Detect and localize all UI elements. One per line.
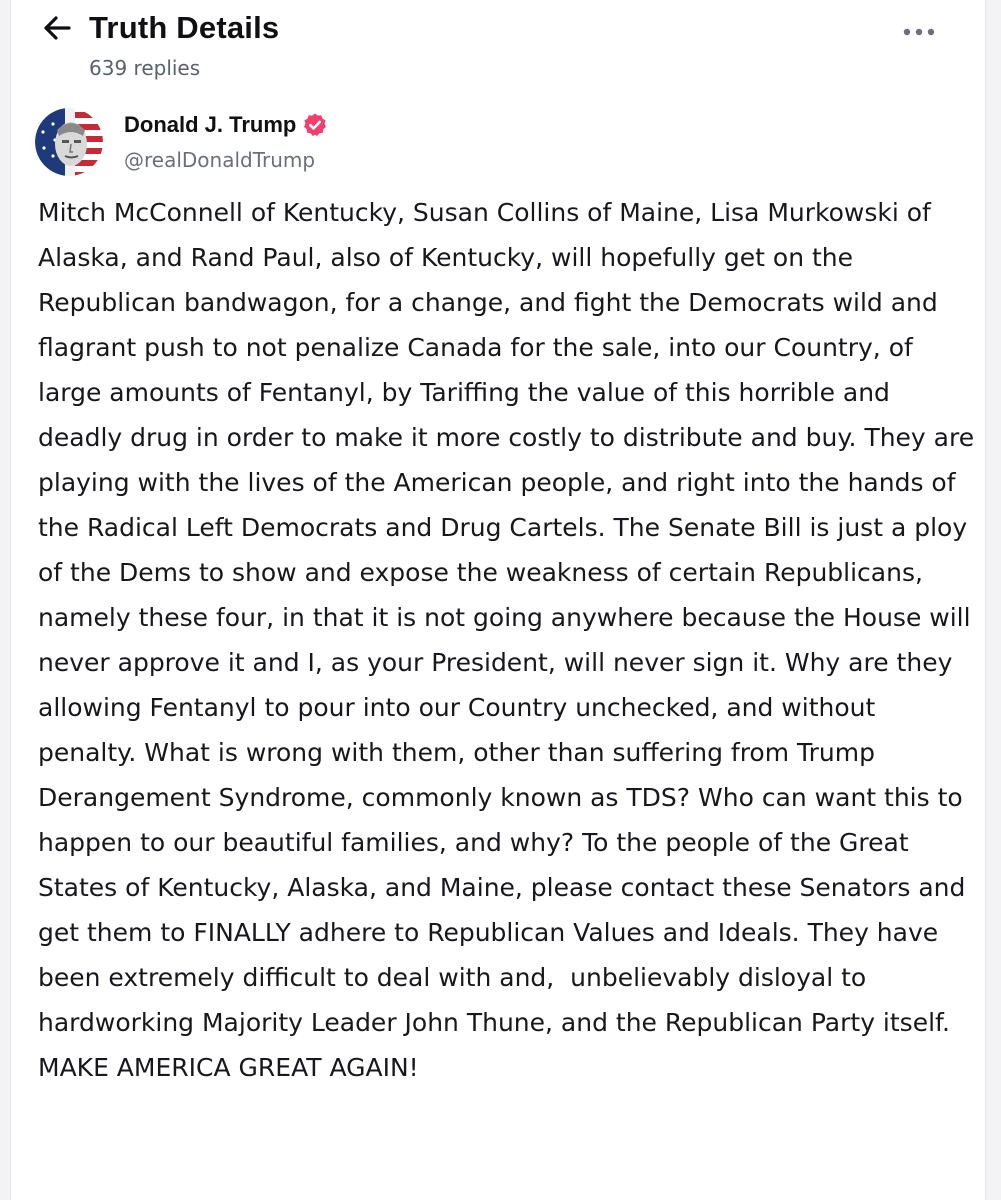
- arrow-left-icon: [42, 15, 72, 41]
- author-handle[interactable]: @realDonaldTrump: [124, 148, 316, 172]
- ellipsis-icon: [902, 27, 936, 37]
- truth-details-page: [10, 0, 986, 1200]
- author-name[interactable]: Donald J. Trump: [124, 112, 297, 137]
- avatar-image: [35, 108, 103, 176]
- reply-count: 639 replies: [89, 56, 201, 80]
- post-author: [35, 106, 635, 178]
- post-text: Mitch McConnell of Kentucky, Susan Collins of Maine, Lisa Murkowski of Alaska, and Rand Paul, also of Kentucky, will hopefully get on the Republican bandwagon, for a change, and fight the Democrats wild and flagrant push to not penalize Canada for the sale, into our Country, of large amounts of Fentanyl, by Tariffing the value of this horrible and deadly drug in order to make it more costly to distribute and buy. They are playing with the lives of the American people, and right into the hands of the Radical Left Democrats and Drug Cartels. The Senate Bill is just a ploy of the Dems to show and expose the weakness of certain Republicans, namely these four, in that it is not going anywhere because the House will never approve it and I, as your President, will never sign it. Why are they allowing Fentanyl to pour into our Country unchecked, and without penalty. What is wrong with them, other than suffering from Trump Derangement Syndrome, commonly known as TDS? Who can want this to happen to our beautiful families, and why? To the people of the Great States of Kentucky, Alaska, and Maine, please contact these Senators and get them to FINALLY adhere to Republican Values and Ideals. They have been extremely difficult to deal with and, unbelievably disloyal to hardworking Majority Leader John Thune, and the Republican Party itself. MAKE AMERICA GREAT AGAIN!: [38, 198, 983, 1082]
- avatar[interactable]: [35, 108, 103, 176]
- more-options-button[interactable]: [899, 18, 939, 46]
- author-name-row: [124, 110, 328, 140]
- verified-badge-icon: [302, 112, 328, 138]
- back-button[interactable]: [37, 10, 77, 46]
- page-header: [11, 0, 985, 96]
- page-title: Truth Details: [89, 10, 280, 45]
